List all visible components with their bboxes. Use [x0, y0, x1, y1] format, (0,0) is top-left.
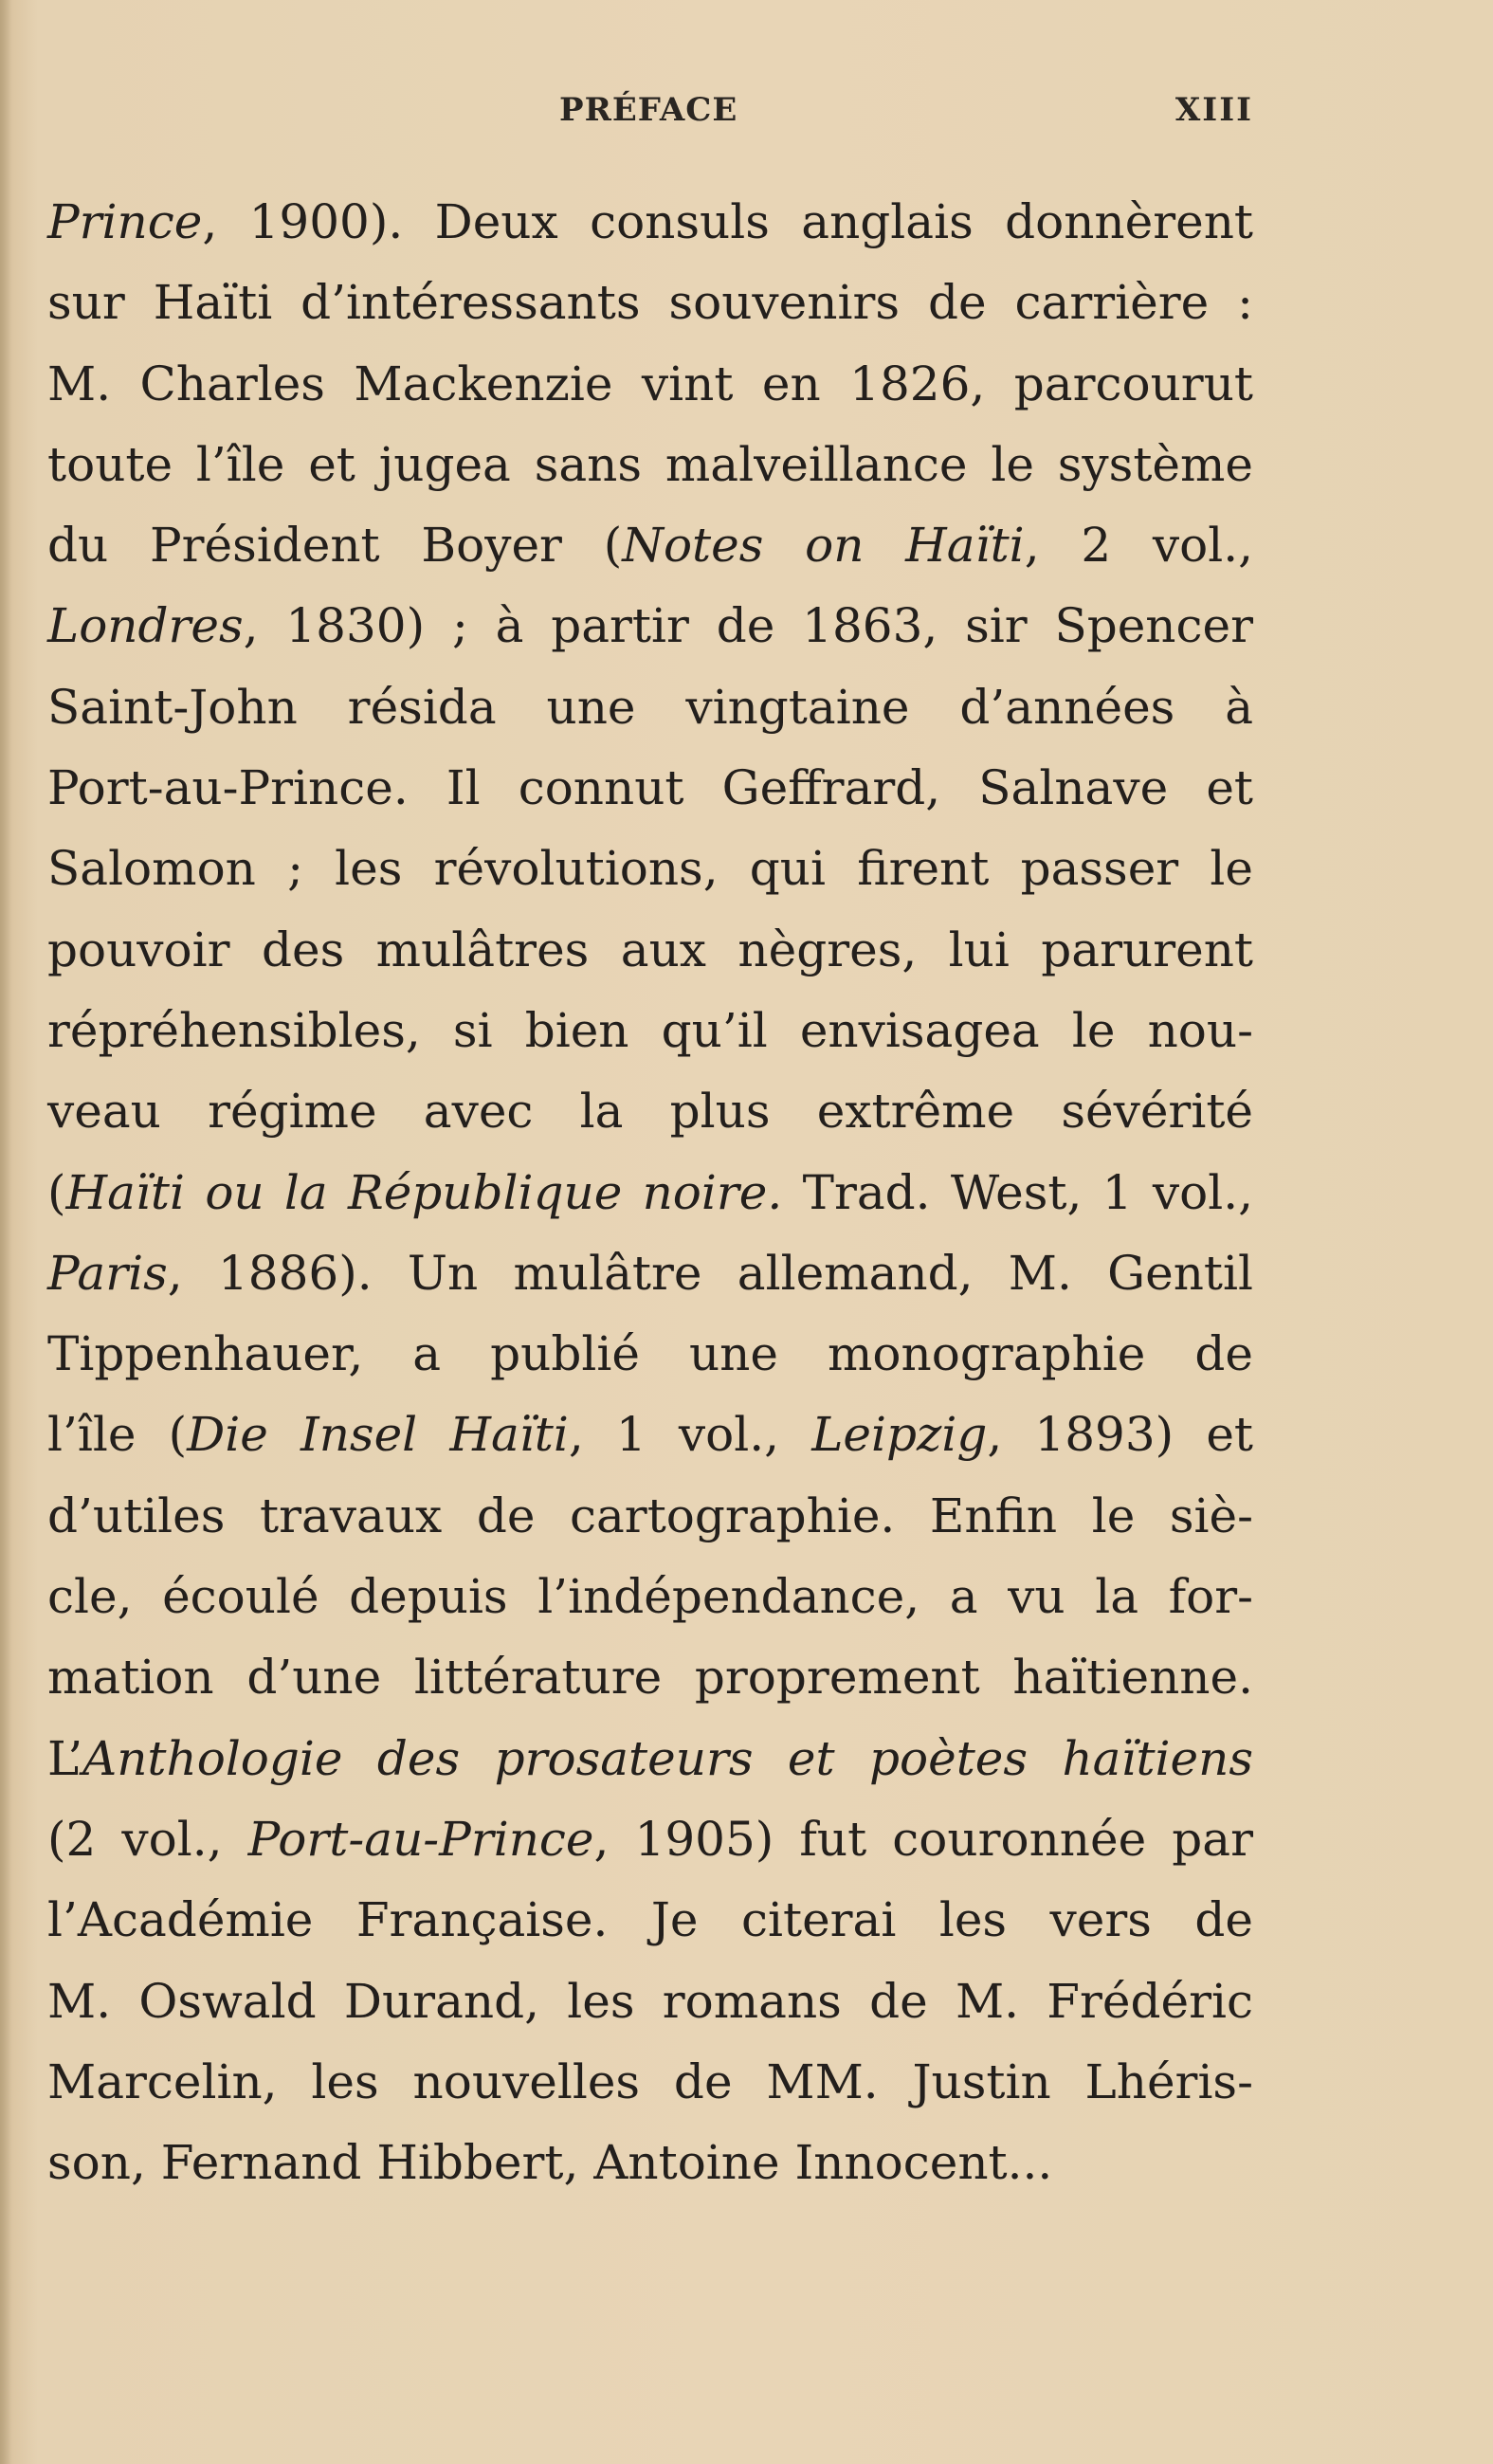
text-line — [47, 1153, 1253, 1233]
text-segment: d’utiles travaux de cartographie. Enfin le siè- — [47, 1488, 1253, 1543]
running-head: PRÉFACE — [559, 91, 738, 129]
text-segment: , 1886). Un mulâtre allemand, M. Gentil — [167, 1245, 1253, 1301]
text-segment: Marcelin, les nouvelles de MM. Justin Lhéris- — [47, 2053, 1253, 2109]
text-line — [47, 263, 1253, 343]
text-segment: Saint-John résida une vingtaine d’années à — [47, 679, 1253, 735]
italic-text: Die Insel Haïti — [187, 1407, 569, 1463]
text-line — [47, 425, 1253, 505]
text-line — [47, 1557, 1253, 1637]
text-segment: M. Oswald Durand, les romans de M. Frédéric — [47, 1973, 1253, 2029]
text-segment: pouvoir des mulâtres aux nègres, lui parurent — [47, 922, 1253, 977]
text-line — [47, 991, 1253, 1071]
italic-text: Notes on Haïti — [622, 518, 1025, 574]
text-segment: répréhensibles, si bien qu’il envisagea le nou- — [47, 1002, 1253, 1058]
text-line — [47, 344, 1253, 425]
text-segment: , 1 vol., — [568, 1407, 812, 1463]
text-segment: mation d’une littérature proprement haïtienne. — [47, 1650, 1253, 1706]
italic-text: Haïti ou la République noire. — [65, 1164, 783, 1220]
text-line — [47, 1395, 1253, 1475]
text-segment: Port-au-Prince. Il connut Geffrard, Salnave et — [47, 760, 1253, 816]
text-segment: , 1905) fut couronnée par — [593, 1811, 1254, 1867]
italic-text: Leipzig — [811, 1407, 988, 1463]
text-line — [47, 1637, 1253, 1718]
italic-text: Anthologie des prosateurs et poètes haïtiens — [82, 1730, 1253, 1786]
text-line — [47, 910, 1253, 991]
text-line — [47, 1476, 1253, 1557]
text-line — [47, 1233, 1253, 1314]
text-line — [47, 829, 1253, 909]
page-binding-edge — [0, 0, 11, 2464]
text-segment: , 1830) ; à partir de 1863, sir Spencer — [243, 598, 1253, 654]
text-segment: (2 vol., — [47, 1811, 248, 1867]
text-line — [47, 1071, 1253, 1152]
page-number: XIII — [1174, 91, 1253, 129]
text-line — [47, 1719, 1253, 1799]
text-line — [47, 2042, 1253, 2123]
text-segment: son, Fernand Hibbert, Antoine Innocent... — [47, 2135, 1053, 2191]
text-line — [47, 586, 1253, 666]
text-segment: M. Charles Mackenzie vint en 1826, parcourut — [47, 356, 1253, 411]
text-segment: Salomon ; les révolutions, qui firent passer le — [47, 841, 1253, 897]
text-segment: l’île ( — [47, 1407, 188, 1463]
text-segment: , 1900). Deux consuls anglais donnèrent — [202, 194, 1253, 249]
italic-text: Paris — [47, 1245, 168, 1301]
text-line — [47, 1314, 1253, 1395]
text-segment: sur Haïti d’intéressants souvenirs de carrière : — [47, 275, 1253, 331]
text-segment: ( — [47, 1164, 66, 1220]
italic-text: Port-au-Prince — [247, 1811, 594, 1867]
page-header — [47, 91, 1253, 138]
italic-text: Londres — [47, 598, 244, 654]
text-line — [47, 748, 1253, 829]
text-line — [47, 505, 1253, 586]
italic-text: Prince — [47, 194, 203, 249]
text-segment: toute l’île et jugea sans malveillance le système — [47, 436, 1253, 492]
text-segment: cle, écoulé depuis l’indépendance, a vu la for- — [47, 1569, 1253, 1625]
text-line — [47, 2123, 1253, 2203]
text-line — [47, 667, 1253, 748]
text-segment: Tippenhauer, a publié une monographie de — [47, 1326, 1253, 1382]
text-segment: l’Académie Française. Je citerai les vers de — [47, 1892, 1253, 1948]
text-segment: Trad. West, 1 vol., — [782, 1164, 1253, 1220]
text-segment: L’ — [47, 1730, 83, 1786]
text-segment: , 2 vol., — [1024, 518, 1254, 574]
text-line — [47, 1799, 1253, 1880]
text-line — [47, 182, 1253, 263]
text-line — [47, 1880, 1253, 1961]
text-segment: du Président Boyer ( — [47, 518, 623, 574]
text-segment: veau régime avec la plus extrême sévérité — [47, 1084, 1253, 1140]
text-line — [47, 1962, 1253, 2042]
text-segment: , 1893) et — [987, 1407, 1254, 1463]
body-paragraph — [47, 182, 1253, 2203]
